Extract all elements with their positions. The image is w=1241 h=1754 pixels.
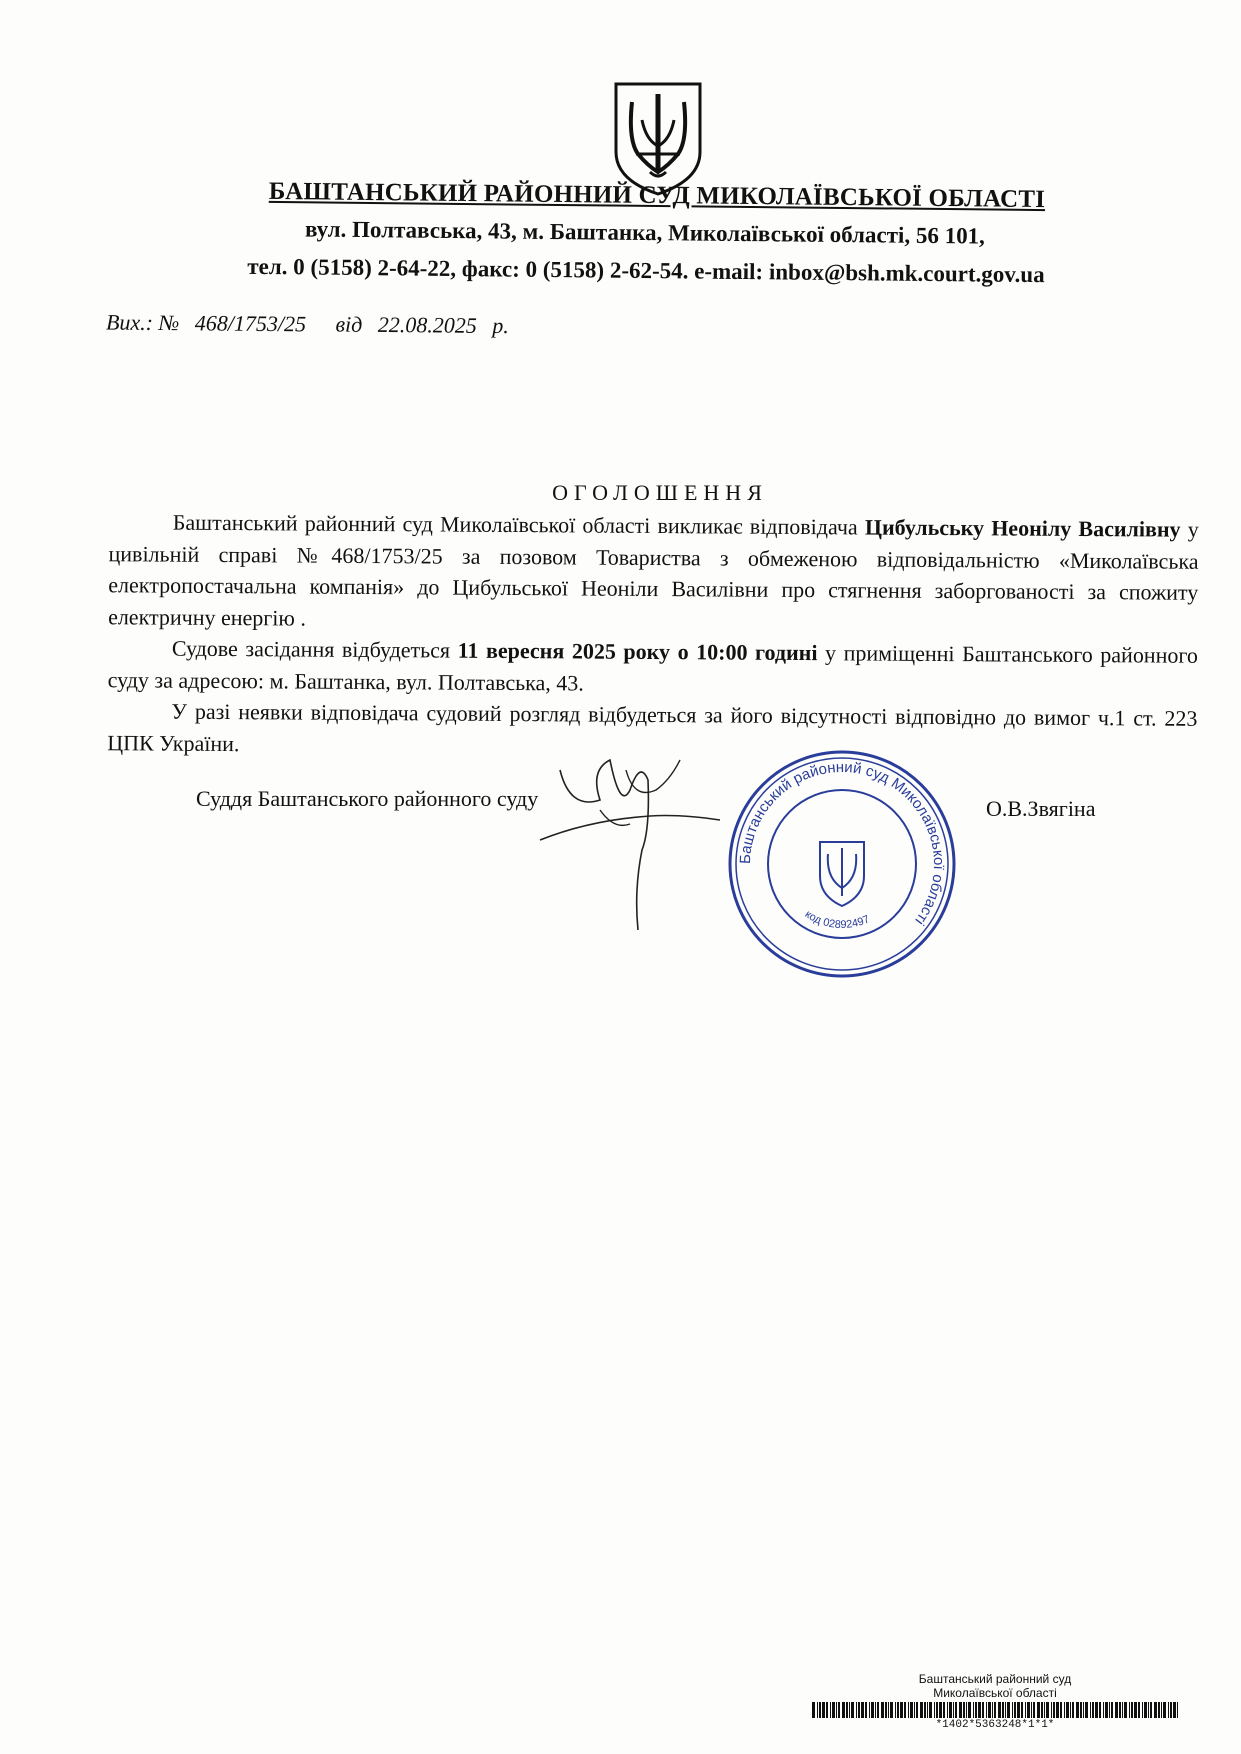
hearing-text-start: Судове засідання відбудеться: [171, 635, 458, 663]
paragraph-summons: [108, 506, 1199, 640]
court-contacts: тел. 0 (5158) 2-64-22, факс: 0 (5158) 2-62-54. e-mail: inbox@bsh.mk.court.gov.ua: [247, 253, 1045, 288]
barcode-icon: [812, 1702, 1178, 1718]
outgoing-number-line: [106, 310, 666, 341]
paragraph-hearing: [108, 632, 1198, 703]
stamp-ring-text: Баштанський районний суд Миколаївської області: [736, 758, 948, 929]
stamp-code: код 02892497: [802, 908, 872, 932]
judge-title: Суддя Баштанського районного суду: [196, 786, 539, 811]
court-address: вул. Полтавська, 43, м. Баштанка, Миколаївської області, 56 101,: [304, 216, 986, 249]
hearing-datetime: 11 вересня 2025 року о 10:00 годині: [457, 637, 818, 666]
coat-of-arms-icon: [612, 80, 704, 198]
hearing-text-end: у приміщенні Баштанського районного суду за адресою: м. Баштанка, вул. Полтавська, 43.: [107, 640, 1198, 696]
court-name-heading: БАШТАНСЬКИЙ РАЙОННИЙ СУД МИКОЛАЇВСЬКОЇ ОБЛАСТІ: [268, 177, 1046, 214]
defendant-name: Цибульську Неонілу Василівну: [864, 514, 1181, 542]
registry-line-2: Миколаївської області: [933, 1686, 1057, 1700]
document-title: ОГОЛОШЕННЯ: [552, 480, 768, 505]
outgoing-prefix: Вих.: №: [105, 309, 180, 336]
announcement-body: [107, 506, 1199, 766]
outgoing-date: 22.08.2025: [377, 311, 477, 338]
registry-line-1: Баштанський районний суд: [918, 1672, 1072, 1686]
summons-text-end: у цивільній справі №468/1753/25 за позовом Товариства з обмеженою відповідальністю «Миколаївська електропостачальна компанія» до Цибульської Неоніли Василівни про стягнення заборгованості за спожиту електричну енергію .: [108, 516, 1199, 631]
judge-name: О.В.Звягіна: [986, 796, 1096, 821]
court-stamp: [724, 746, 960, 982]
registry-code: *1402*5363248*1*1*: [935, 1719, 1055, 1731]
registry-block: [810, 1672, 1180, 1732]
outgoing-suffix: р.: [492, 312, 509, 339]
outgoing-number: 468/1753/25: [194, 310, 307, 337]
handwritten-signature: [530, 750, 730, 930]
outgoing-date-label: від: [335, 311, 363, 337]
summons-text-start: Баштанський районний суд Миколаївської області викликає відповідача: [172, 509, 866, 540]
paragraph-absence: У разі неявки відповідача судовий розгляд відбудеться за його відсутності відповідно до вимог ч.1 ст. 223 ЦПК України.: [107, 698, 1198, 756]
